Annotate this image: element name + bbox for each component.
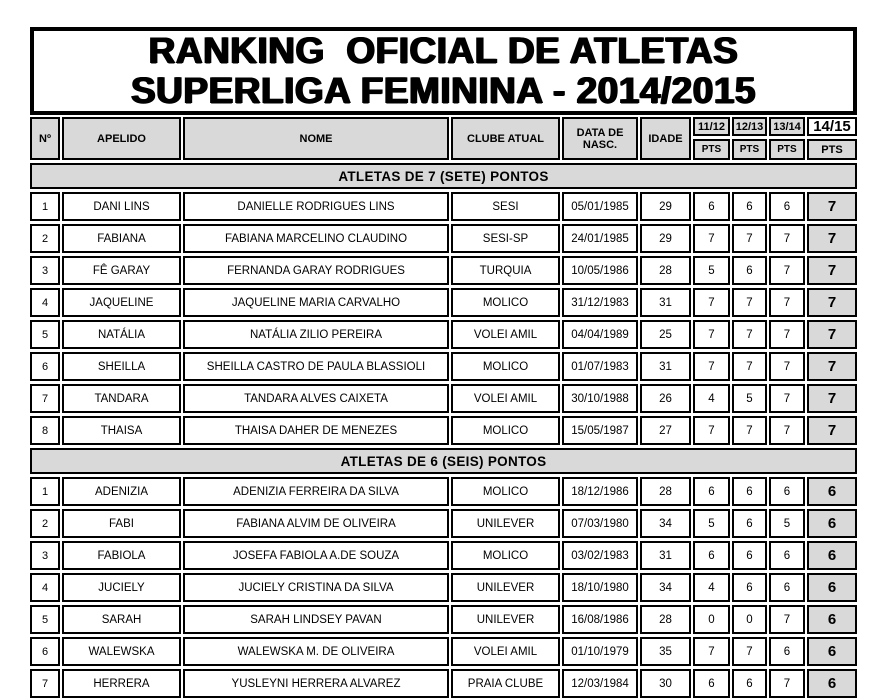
apelido-cell: DANI LINS bbox=[62, 192, 181, 221]
nasc-cell: 15/05/1987 bbox=[562, 416, 638, 445]
idade-cell: 31 bbox=[640, 288, 691, 317]
clube-cell: UNILEVER bbox=[451, 605, 560, 634]
row-number-cell: 2 bbox=[30, 509, 60, 538]
idade-cell: 35 bbox=[640, 637, 691, 666]
section-band: ATLETAS DE 7 (SETE) PONTOS bbox=[30, 163, 857, 189]
nome-cell: DANIELLE RODRIGUES LINS bbox=[183, 192, 449, 221]
nome-cell: JOSEFA FABIOLA A.DE SOUZA bbox=[183, 541, 449, 570]
pts-cell-12-13: 6 bbox=[732, 192, 767, 221]
col-header-idade: IDADE bbox=[640, 117, 691, 160]
pts-cell-12-13: 7 bbox=[732, 320, 767, 349]
pts-cell-12-13: 6 bbox=[732, 669, 767, 698]
apelido-cell: JUCIELY bbox=[62, 573, 181, 602]
apelido-cell: JAQUELINE bbox=[62, 288, 181, 317]
row-number-cell: 4 bbox=[30, 573, 60, 602]
pts-cell-13-14: 7 bbox=[769, 384, 805, 413]
clube-cell: UNILEVER bbox=[451, 509, 560, 538]
document-title-line2: SUPERLIGA FEMININA - 2014/2015 bbox=[131, 70, 756, 111]
table-row bbox=[30, 637, 857, 666]
idade-cell: 27 bbox=[640, 416, 691, 445]
col-header-season-13-14 bbox=[769, 117, 805, 160]
pts-cell-13-14: 7 bbox=[769, 320, 805, 349]
col-header-data-nasc: DATA DE NASC. bbox=[562, 117, 638, 160]
pts-cell-13-14: 6 bbox=[769, 573, 805, 602]
document-title-line1: RANKING OFICIAL DE ATLETAS bbox=[148, 30, 739, 71]
row-number-cell: 7 bbox=[30, 669, 60, 698]
season-pts-label-14-15: PTS bbox=[807, 139, 857, 160]
nome-cell: FABIANA ALVIM DE OLIVEIRA bbox=[183, 509, 449, 538]
table-row bbox=[30, 541, 857, 570]
row-number-cell: 3 bbox=[30, 541, 60, 570]
pts-cell-13-14: 6 bbox=[769, 477, 805, 506]
nasc-cell: 18/12/1986 bbox=[562, 477, 638, 506]
pts-cell-14-15: 6 bbox=[807, 669, 857, 698]
idade-cell: 25 bbox=[640, 320, 691, 349]
apelido-cell: ADENIZIA bbox=[62, 477, 181, 506]
pts-cell-12-13: 7 bbox=[732, 224, 767, 253]
apelido-cell: NATÁLIA bbox=[62, 320, 181, 349]
pts-cell-12-13: 0 bbox=[732, 605, 767, 634]
pts-cell-14-15: 6 bbox=[807, 477, 857, 506]
table-row bbox=[30, 605, 857, 634]
season-year-label-12-13: 12/13 bbox=[732, 117, 767, 136]
apelido-cell: THAISA bbox=[62, 416, 181, 445]
row-number-cell: 5 bbox=[30, 605, 60, 634]
clube-cell: PRAIA CLUBE bbox=[451, 669, 560, 698]
clube-cell: SESI-SP bbox=[451, 224, 560, 253]
row-number-cell: 2 bbox=[30, 224, 60, 253]
pts-cell-14-15: 7 bbox=[807, 384, 857, 413]
nasc-cell: 18/10/1980 bbox=[562, 573, 638, 602]
table-row bbox=[30, 384, 857, 413]
season-pts-label-11-12: PTS bbox=[693, 139, 730, 160]
row-number-cell: 6 bbox=[30, 637, 60, 666]
pts-cell-12-13: 6 bbox=[732, 573, 767, 602]
pts-cell-11-12: 6 bbox=[693, 669, 730, 698]
pts-cell-14-15: 6 bbox=[807, 509, 857, 538]
clube-cell: VOLEI AMIL bbox=[451, 320, 560, 349]
table-row bbox=[30, 416, 857, 445]
pts-cell-11-12: 7 bbox=[693, 288, 730, 317]
nome-cell: SHEILLA CASTRO DE PAULA BLASSIOLI bbox=[183, 352, 449, 381]
idade-cell: 29 bbox=[640, 192, 691, 221]
pts-cell-11-12: 6 bbox=[693, 192, 730, 221]
pts-cell-13-14: 7 bbox=[769, 256, 805, 285]
pts-cell-13-14: 7 bbox=[769, 288, 805, 317]
apelido-cell: FABIOLA bbox=[62, 541, 181, 570]
pts-cell-11-12: 6 bbox=[693, 541, 730, 570]
pts-cell-13-14: 6 bbox=[769, 637, 805, 666]
pts-cell-14-15: 7 bbox=[807, 224, 857, 253]
row-number-cell: 4 bbox=[30, 288, 60, 317]
nome-cell: YUSLEYNI HERRERA ALVAREZ bbox=[183, 669, 449, 698]
pts-cell-11-12: 7 bbox=[693, 224, 730, 253]
clube-cell: UNILEVER bbox=[451, 573, 560, 602]
section-band: ATLETAS DE 6 (SEIS) PONTOS bbox=[30, 448, 857, 474]
table-row bbox=[30, 192, 857, 221]
idade-cell: 28 bbox=[640, 256, 691, 285]
nasc-cell: 12/03/1984 bbox=[562, 669, 638, 698]
clube-cell: VOLEI AMIL bbox=[451, 384, 560, 413]
nome-cell: SARAH LINDSEY PAVAN bbox=[183, 605, 449, 634]
table-body bbox=[30, 163, 857, 698]
row-number-cell: 5 bbox=[30, 320, 60, 349]
nasc-cell: 05/01/1985 bbox=[562, 192, 638, 221]
table-row bbox=[30, 669, 857, 698]
nasc-cell: 01/07/1983 bbox=[562, 352, 638, 381]
pts-cell-12-13: 6 bbox=[732, 509, 767, 538]
idade-cell: 29 bbox=[640, 224, 691, 253]
table-row bbox=[30, 477, 857, 506]
pts-cell-14-15: 6 bbox=[807, 637, 857, 666]
pts-cell-12-13: 7 bbox=[732, 288, 767, 317]
clube-cell: TURQUIA bbox=[451, 256, 560, 285]
table-row bbox=[30, 320, 857, 349]
pts-cell-13-14: 7 bbox=[769, 605, 805, 634]
pts-cell-14-15: 6 bbox=[807, 605, 857, 634]
pts-cell-11-12: 5 bbox=[693, 509, 730, 538]
row-number-cell: 1 bbox=[30, 192, 60, 221]
col-header-apelido: APELIDO bbox=[62, 117, 181, 160]
pts-cell-13-14: 7 bbox=[769, 352, 805, 381]
apelido-cell: HERRERA bbox=[62, 669, 181, 698]
clube-cell: MOLICO bbox=[451, 416, 560, 445]
nasc-cell: 01/10/1979 bbox=[562, 637, 638, 666]
table-row bbox=[30, 509, 857, 538]
season-year-label-13-14: 13/14 bbox=[769, 117, 805, 136]
col-header-nome: NOME bbox=[183, 117, 449, 160]
idade-cell: 30 bbox=[640, 669, 691, 698]
season-year-label-14-15: 14/15 bbox=[807, 117, 857, 136]
pts-cell-13-14: 7 bbox=[769, 669, 805, 698]
ranking-document bbox=[30, 27, 857, 698]
pts-cell-11-12: 7 bbox=[693, 352, 730, 381]
idade-cell: 28 bbox=[640, 605, 691, 634]
table-row bbox=[30, 256, 857, 285]
pts-cell-12-13: 6 bbox=[732, 477, 767, 506]
col-header-numero: Nº bbox=[30, 117, 60, 160]
pts-cell-12-13: 7 bbox=[732, 637, 767, 666]
pts-cell-12-13: 7 bbox=[732, 416, 767, 445]
nasc-cell: 30/10/1988 bbox=[562, 384, 638, 413]
clube-cell: MOLICO bbox=[451, 352, 560, 381]
pts-cell-14-15: 6 bbox=[807, 541, 857, 570]
pts-cell-11-12: 6 bbox=[693, 477, 730, 506]
pts-cell-14-15: 6 bbox=[807, 573, 857, 602]
row-number-cell: 6 bbox=[30, 352, 60, 381]
pts-cell-12-13: 5 bbox=[732, 384, 767, 413]
title-box bbox=[30, 27, 857, 115]
season-pts-label-13-14: PTS bbox=[769, 139, 805, 160]
pts-cell-11-12: 7 bbox=[693, 416, 730, 445]
clube-cell: MOLICO bbox=[451, 541, 560, 570]
nome-cell: JUCIELY CRISTINA DA SILVA bbox=[183, 573, 449, 602]
pts-cell-14-15: 7 bbox=[807, 192, 857, 221]
pts-cell-13-14: 5 bbox=[769, 509, 805, 538]
clube-cell: VOLEI AMIL bbox=[451, 637, 560, 666]
idade-cell: 34 bbox=[640, 509, 691, 538]
apelido-cell: TANDARA bbox=[62, 384, 181, 413]
clube-cell: MOLICO bbox=[451, 288, 560, 317]
idade-cell: 31 bbox=[640, 352, 691, 381]
table-row bbox=[30, 573, 857, 602]
pts-cell-14-15: 7 bbox=[807, 320, 857, 349]
pts-cell-12-13: 7 bbox=[732, 352, 767, 381]
nome-cell: FERNANDA GARAY RODRIGUES bbox=[183, 256, 449, 285]
nome-cell: NATÁLIA ZILIO PEREIRA bbox=[183, 320, 449, 349]
pts-cell-13-14: 6 bbox=[769, 192, 805, 221]
nasc-cell: 16/08/1986 bbox=[562, 605, 638, 634]
idade-cell: 31 bbox=[640, 541, 691, 570]
row-number-cell: 8 bbox=[30, 416, 60, 445]
pts-cell-11-12: 7 bbox=[693, 320, 730, 349]
season-pts-label-12-13: PTS bbox=[732, 139, 767, 160]
pts-cell-12-13: 6 bbox=[732, 541, 767, 570]
nasc-cell: 24/01/1985 bbox=[562, 224, 638, 253]
pts-cell-11-12: 0 bbox=[693, 605, 730, 634]
pts-cell-13-14: 7 bbox=[769, 416, 805, 445]
col-header-season-12-13 bbox=[732, 117, 767, 160]
apelido-cell: FÊ GARAY bbox=[62, 256, 181, 285]
col-header-season-14-15 bbox=[807, 117, 857, 160]
table-row bbox=[30, 224, 857, 253]
apelido-cell: FABI bbox=[62, 509, 181, 538]
pts-cell-14-15: 7 bbox=[807, 352, 857, 381]
nasc-cell: 31/12/1983 bbox=[562, 288, 638, 317]
apelido-cell: WALEWSKA bbox=[62, 637, 181, 666]
nome-cell: FABIANA MARCELINO CLAUDINO bbox=[183, 224, 449, 253]
idade-cell: 34 bbox=[640, 573, 691, 602]
row-number-cell: 7 bbox=[30, 384, 60, 413]
nasc-cell: 03/02/1983 bbox=[562, 541, 638, 570]
clube-cell: MOLICO bbox=[451, 477, 560, 506]
apelido-cell: SHEILLA bbox=[62, 352, 181, 381]
table-row bbox=[30, 288, 857, 317]
nasc-cell: 04/04/1989 bbox=[562, 320, 638, 349]
nome-cell: WALEWSKA M. DE OLIVEIRA bbox=[183, 637, 449, 666]
nasc-cell: 10/05/1986 bbox=[562, 256, 638, 285]
idade-cell: 28 bbox=[640, 477, 691, 506]
nome-cell: THAISA DAHER DE MENEZES bbox=[183, 416, 449, 445]
pts-cell-11-12: 4 bbox=[693, 384, 730, 413]
pts-cell-13-14: 6 bbox=[769, 541, 805, 570]
pts-cell-14-15: 7 bbox=[807, 416, 857, 445]
nasc-cell: 07/03/1980 bbox=[562, 509, 638, 538]
pts-cell-14-15: 7 bbox=[807, 288, 857, 317]
pts-cell-11-12: 4 bbox=[693, 573, 730, 602]
pts-cell-13-14: 7 bbox=[769, 224, 805, 253]
apelido-cell: FABIANA bbox=[62, 224, 181, 253]
col-header-season-11-12 bbox=[693, 117, 730, 160]
col-header-clube-atual: CLUBE ATUAL bbox=[451, 117, 560, 160]
apelido-cell: SARAH bbox=[62, 605, 181, 634]
table-header-row bbox=[30, 117, 857, 160]
row-number-cell: 3 bbox=[30, 256, 60, 285]
pts-cell-11-12: 5 bbox=[693, 256, 730, 285]
table-row bbox=[30, 352, 857, 381]
row-number-cell: 1 bbox=[30, 477, 60, 506]
clube-cell: SESI bbox=[451, 192, 560, 221]
nome-cell: TANDARA ALVES CAIXETA bbox=[183, 384, 449, 413]
nome-cell: ADENIZIA FERREIRA DA SILVA bbox=[183, 477, 449, 506]
nome-cell: JAQUELINE MARIA CARVALHO bbox=[183, 288, 449, 317]
pts-cell-11-12: 7 bbox=[693, 637, 730, 666]
pts-cell-12-13: 6 bbox=[732, 256, 767, 285]
season-year-label-11-12: 11/12 bbox=[693, 117, 730, 136]
pts-cell-14-15: 7 bbox=[807, 256, 857, 285]
idade-cell: 26 bbox=[640, 384, 691, 413]
